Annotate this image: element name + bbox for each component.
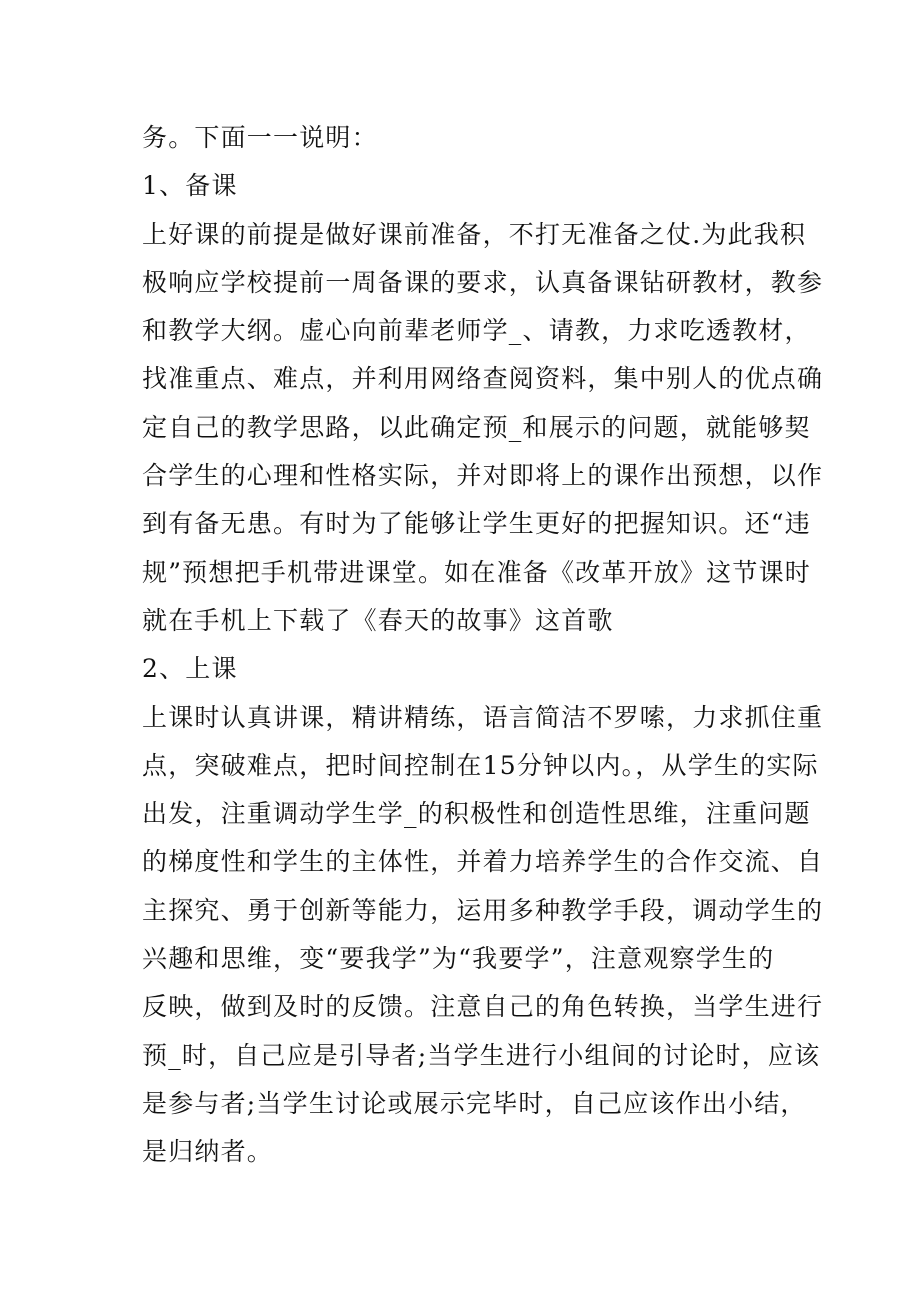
section-heading-class: 2、上课 bbox=[142, 654, 238, 684]
text-line: 定自己的教学思路，以此确定预_和展示的问题，就能够契 bbox=[142, 412, 811, 442]
text-line: 找准重点、难点，并利用网络查阅资料，集中别人的优点确 bbox=[142, 364, 824, 394]
text-line: 点，突破难点，把时间控制在15分钟以内。，从学生的实际 bbox=[142, 750, 819, 780]
document-body bbox=[142, 114, 824, 1177]
text-line: 极响应学校提前一周备课的要求，认真备课钻研教材，教参 bbox=[142, 267, 824, 297]
text-line: 到有备无患。有时为了能够让学生更好的把握知识。还“违 bbox=[142, 509, 811, 539]
text-line: 的梯度性和学生的主体性，并着力培养学生的合作交流、自 bbox=[142, 847, 824, 877]
text-line: 上课时认真讲课，精讲精练，语言简洁不罗嗦，力求抓住重 bbox=[142, 702, 824, 732]
text-line: 就在手机上下载了《春天的故事》这首歌 bbox=[142, 605, 614, 635]
text-line: 是参与者;当学生讨论或展示完毕时，自己应该作出小结， bbox=[142, 1088, 807, 1118]
text-line: 出发，注重调动学生学_的积极性和创造性思维，注重问题 bbox=[142, 799, 811, 829]
text-line: 务。下面一一说明： bbox=[142, 123, 378, 152]
text-line: 和教学大纲。虚心向前辈老师学_、请教，力求吃透教材， bbox=[142, 316, 811, 346]
text-line: 规”预想把手机带进课堂。如在准备《改革开放》这节课时 bbox=[142, 557, 811, 587]
text-line: 是归纳者。 bbox=[142, 1137, 274, 1167]
text-line: 上好课的前提是做好课前准备，不打无准备之仗.为此我积 bbox=[142, 219, 807, 249]
text-line: 反映，做到及时的反馈。注意自己的角色转换，当学生进行 bbox=[142, 992, 824, 1022]
section-heading-prep: 1、备课 bbox=[142, 171, 238, 201]
text-line: 主探究、勇于创新等能力，运用多种教学手段，调动学生的 bbox=[142, 895, 824, 925]
text-line: 合学生的心理和性格实际，并对即将上的课作出预想，以作 bbox=[142, 461, 824, 491]
text-line: 兴趣和思维，变“要我学”为“我要学”，注意观察学生的 bbox=[142, 944, 775, 974]
text-line: 预_时，自己应是引导者;当学生进行小组间的讨论时，应该 bbox=[142, 1040, 821, 1070]
